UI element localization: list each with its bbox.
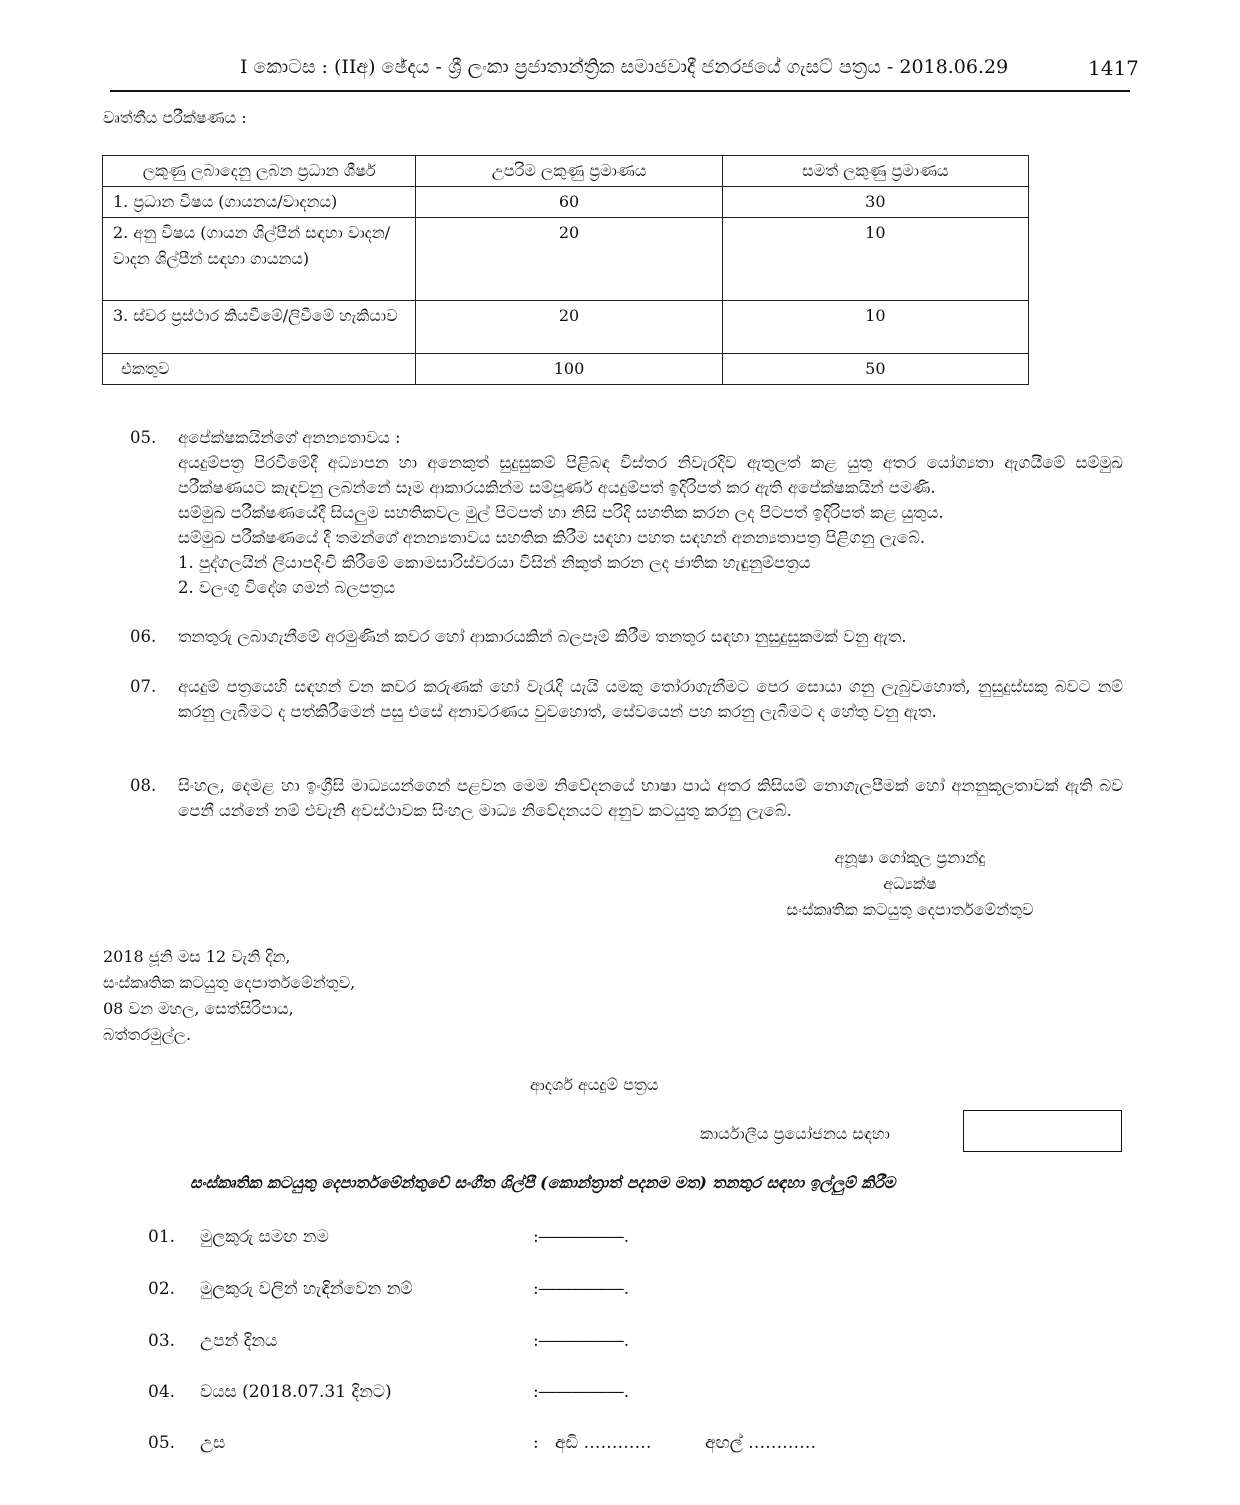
- page-number: 1417: [1088, 56, 1139, 80]
- table-header-cell: උපරිම ලකුණු ප්‍රමාණය: [416, 156, 722, 187]
- section-number: 05.: [130, 428, 157, 447]
- field-colon: :: [533, 1433, 539, 1453]
- gazette-header-title: I කොටස : (IIඅ) ඡේදය - ශ්‍රී ලංකා ප්‍රජාතාන්ත්‍රික සමාජවාදී ජනරජයේ ගැසට් පත්‍රය - 2018.06.29: [240, 56, 1009, 78]
- paragraph: තනතුරු ලබාගැනීමේ අරමුණින් කවර හෝ ආකාරයකින් බලපෑම් කිරීම තනතුර සඳහා නුසුදුසුකමක් වනු ඇත.: [178, 627, 907, 646]
- section-05-body: [178, 425, 1123, 600]
- address-line: 08 වන මහල, සෙත්සිරිපාය,: [103, 999, 294, 1018]
- field-label: උපන් දිනය: [200, 1331, 278, 1351]
- section-title: අපේක්ෂකයින්ගේ අනන්‍යතාවය :: [178, 428, 401, 447]
- table-cell: එකතුව: [103, 354, 416, 385]
- field-label: මුලකුරු සමඟ නම: [200, 1227, 329, 1247]
- field-number: 02.: [148, 1279, 176, 1299]
- address-date: 2018 ජූනි මස 12 වැනි දින,: [103, 947, 291, 966]
- field-label: මුලකුරු වලින් හැඳින්වෙන නම්: [200, 1279, 413, 1299]
- table-cell: 3. ස්වර ප්‍රස්ථාර කියවීමේ/ලිවීමේ හැකියාව: [103, 301, 416, 354]
- table-cell: 2. අනු විෂය (ගායන ශිල්පීන් සඳහා වාදන/වාදන ශිල්පීන් සඳහා ගායනය): [103, 218, 416, 301]
- signatory-designation: අධ්‍යක්ෂ: [883, 874, 937, 893]
- height-inches-blank: අඟල් …………: [705, 1433, 817, 1453]
- height-feet-blank: අඩි …………: [555, 1433, 652, 1453]
- form-title: ආදර්ශ අයදුම් පත්‍රය: [530, 1075, 659, 1094]
- table-row: [103, 354, 1029, 385]
- office-use-label: කාර්යාලීය ප්‍රයෝජනය සඳහා: [700, 1124, 890, 1143]
- table-cell: 1. ප්‍රධාන විෂය (ගායනය/වාදනය): [103, 187, 416, 218]
- form-heading: සංස්කෘතික කටයුතු දෙපාර්තමේන්තුවේ සංගීත ශිල්පී (කොන්ත්‍රාත් පදනම මත) තනතුර සඳහා ඉල්ලුම් කිරීම: [190, 1173, 896, 1192]
- table-row: [103, 187, 1029, 218]
- list-item: 1. පුද්ගලයින් ලියාපදිංචි කිරීමේ කොමසාරිස්වරයා විසින් නිකුත් කරන ලද ජාතික හැඳුනුම්පත්‍රය: [178, 553, 811, 572]
- section-number: 07.: [130, 677, 157, 696]
- table-header-row: [103, 156, 1029, 187]
- address-line: සංස්කෘතික කටයුතු දෙපාර්තමේන්තුව,: [103, 973, 356, 992]
- field-number: 05.: [148, 1433, 176, 1453]
- field-number: 03.: [148, 1331, 176, 1351]
- table-header-cell: සමත් ලකුණු ප්‍රමාණය: [722, 156, 1028, 187]
- table-cell: 10: [722, 218, 1028, 301]
- field-label: උස: [200, 1433, 226, 1453]
- paragraph: සම්මුඛ පරීක්ෂණයේදී සියලුම සහතිකවල මුල් පිටපත් හා නිසි පරිදි සහතික කරන ලද පිටපත් ඉදිරිපත් කළ යුතුය.: [178, 503, 944, 522]
- paragraph: සම්මුඛ පරීක්ෂණයේ දී තමන්ගේ අනන්‍යතාවය සහතික කිරීම සඳහා පහත සඳහන් අනන්‍යතාපත්‍ර පිළිගනු ලැබේ.: [178, 528, 926, 547]
- paragraph: සිංහල, දෙමළ හා ඉංග්‍රීසි මාධ්‍යයන්ගෙන් පළවන මෙම නිවේදනයේ භාෂා පාඨ අතර කිසියම් නොගැලපීමක් හෝ අනනුකූලතාවක් ඇති බව පෙනී යන්නේ නම් එවැනි අවස්ථාවක සිංහල මාධ්‍ය නිවේදනයට අනුව කටයුතු කරනු ලැබේ.: [178, 776, 1123, 820]
- field-number: 01.: [148, 1227, 176, 1247]
- section-number: 08.: [130, 776, 157, 795]
- table-cell: 30: [722, 187, 1028, 218]
- paragraph: අයදුම්පත්‍ර පිරවීමේදී අධ්‍යාපන හා අනෙකුත් සුදුසුකම් පිළිබඳ විස්තර නිවැරදිව ඇතුලත් කළ යුතු අතර යෝග්‍යතා ඇගයීමේ සම්මුඛ පරීක්ෂණයට කැඳවනු ලබන්නේ සෑම ආකාරයකින්ම සම්පූර්ණ අයදුම්පත් ඉදිරිපත් කර ඇති අපේක්ෂකයින් පමණි.: [178, 453, 1123, 497]
- table-cell: 20: [416, 301, 722, 354]
- table-cell: 10: [722, 301, 1028, 354]
- table-cell: 60: [416, 187, 722, 218]
- marks-table: [102, 155, 1029, 385]
- header-divider: [110, 90, 1130, 92]
- field-value-blank: :―――――.: [533, 1382, 630, 1402]
- table-cell: 100: [416, 354, 722, 385]
- paragraph: අයදුම් පත්‍රයෙහි සඳහන් වන කවර කරුණක් හෝ වැරැදි යැයි යමකු තෝරාගැනීමට පෙර සොයා ගනු ලැබුවහොත්, නුසුදුස්සකු බවට නම් කරනු ලැබීමට ද පත්කිරීමෙන් පසු එසේ අනාවරණය වුවහොත්, සේවයෙන් පහ කරනු ලැබීමට ද හේතු වනු ඇත.: [178, 677, 1123, 721]
- list-item: 2. වලංගු විදේශ ගමන් බලපත්‍රය: [178, 578, 396, 597]
- field-value-blank: :―――――.: [533, 1331, 630, 1351]
- table-cell: 50: [722, 354, 1028, 385]
- signatory-department: සංස්කෘතික කටයුතු දෙපාර්තමේන්තුව: [786, 900, 1034, 919]
- field-label: වයස (2018.07.31 දිනට): [200, 1382, 392, 1402]
- table-row: [103, 218, 1029, 301]
- field-number: 04.: [148, 1382, 176, 1402]
- table-row: [103, 301, 1029, 354]
- table-header-cell: ලකුණු ලබාදෙනු ලබන ප්‍රධාන ශීර්ෂ: [103, 156, 416, 187]
- field-value-blank: :―――――.: [533, 1227, 630, 1247]
- address-line: බත්තරමුල්ල.: [103, 1025, 192, 1044]
- table-cell: 20: [416, 218, 722, 301]
- office-use-box: [963, 1110, 1122, 1152]
- signatory-name: අනූෂා ගෝකුල ප්‍රනාන්දු: [834, 848, 986, 867]
- field-value-blank: :―――――.: [533, 1279, 630, 1299]
- address-block: [103, 944, 355, 1048]
- section-number: 06.: [130, 627, 157, 646]
- practical-test-label: වෘත්තීය පරීක්ෂණය :: [103, 108, 247, 127]
